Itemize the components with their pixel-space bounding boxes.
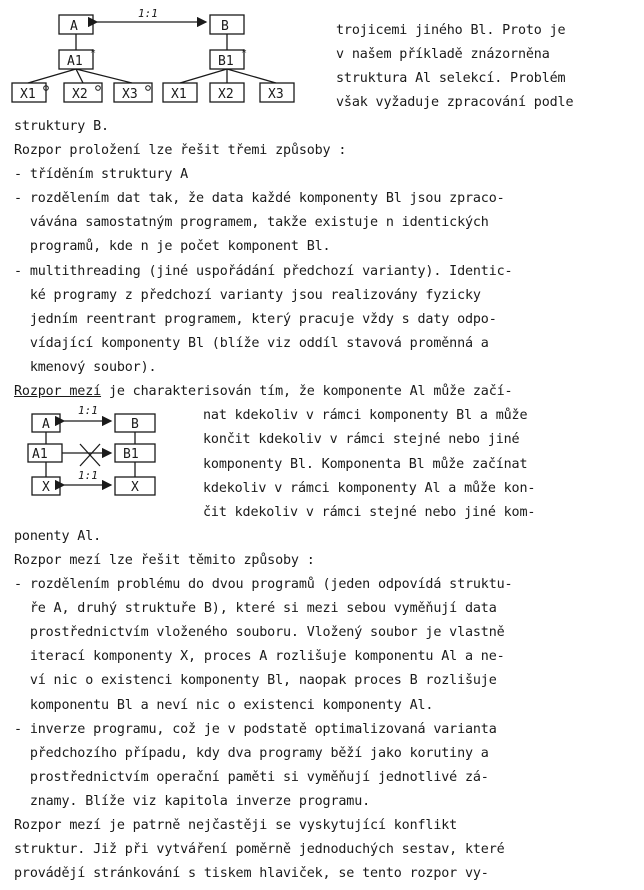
text-line: - rozdělením dat tak, že data každé komponenty Bl jsou zpraco-: [14, 191, 505, 206]
text-line: struktur. Již při vytváření poměrně jednoduchých sestav, které: [14, 842, 505, 857]
text-line: ponenty Al.: [14, 529, 102, 544]
label-ratio-top: 1:1: [78, 404, 98, 417]
label-ratio: 1:1: [138, 7, 158, 20]
text-line: končit kdekoliv v rámci stejné nebo jiné: [203, 432, 520, 447]
text-line: však vyžaduje zpracování podle: [336, 95, 574, 110]
text-line: prostřednictvím vloženého souboru. Vložený soubor je vlastně: [14, 625, 505, 640]
text-line: - rozdělením problému do dvou programů (jeden odpovídá struktu-: [14, 577, 513, 592]
label-a: A: [70, 19, 78, 34]
text-line: komponentu Bl a neví nic o existenci komponenty Al.: [14, 698, 434, 713]
text-line: čit kdekoliv v rámci stejné nebo jiné kom-: [203, 505, 536, 520]
text-line: vídající komponenty Bl (blíže viz oddíl stavová proměnná a: [14, 336, 489, 351]
text-line: jedním reentrant programem, který pracuje vždy s daty odpo-: [14, 312, 497, 327]
label-b: B: [221, 19, 229, 34]
text-line: Rozpor mezí lze řešit těmito způsoby :: [14, 553, 315, 568]
rozpor-mezi-term: Rozpor mezí: [14, 384, 102, 399]
text-line: ře A, druhý struktuře B), které si mezi sebou vyměňují data: [14, 601, 497, 616]
label-a: A: [42, 417, 50, 432]
text-line: ví nic o existenci komponenty Bl, naopak proces B rozlišuje: [14, 673, 497, 688]
label-b: B: [131, 417, 139, 432]
text-line: - inverze programu, což je v podstatě optimalizovaná varianta: [14, 722, 497, 737]
label-b1: B1: [218, 54, 234, 69]
text-line: - tříděním struktury A: [14, 167, 189, 182]
mark-b1: *: [241, 48, 248, 59]
text-line: trojicemi jiného Bl. Proto je: [336, 23, 566, 38]
text-line: vávána samostatným programem, takže existuje n identických: [14, 215, 489, 230]
label-b1: B1: [123, 447, 139, 462]
label-x-left: X: [42, 480, 50, 495]
label-x-right: X: [131, 480, 139, 495]
text-line: Rozpor proložení lze řešit třemi způsoby :: [14, 143, 347, 158]
text-line: prostřednictvím operační paměti si vyměňují jednotlivé zá-: [14, 770, 489, 785]
text-line: předchozího případu, kdy dva programy běží jako korutiny a: [14, 746, 489, 761]
label-x1-left: X1: [20, 87, 36, 102]
text-line: ké programy z předchozí varianty jsou realizovány fyzicky: [14, 288, 481, 303]
mark-a1: *: [90, 48, 97, 59]
text-line: znamy. Blíže viz kapitola inverze programu.: [14, 794, 371, 809]
rozpor-mezi-rest: je charakterisován tím, že komponente Al může začí-: [101, 384, 513, 399]
text-line: programů, kde n je počet komponent Bl.: [14, 239, 331, 254]
label-x3-left: X3: [122, 87, 138, 102]
label-x2-right: X2: [218, 87, 234, 102]
text-line: kmenový soubor).: [14, 360, 157, 375]
text-line: struktury B.: [14, 119, 109, 134]
text-line: v našem příkladě znázorněna: [336, 47, 550, 62]
text-line: iterací komponenty X, proces A rozlišuje komponentu Al a ne-: [14, 649, 505, 664]
label-x3-right: X3: [268, 87, 284, 102]
label-x2-left: X2: [72, 87, 88, 102]
text-line: komponenty Bl. Komponenta Bl může začínat: [203, 457, 528, 472]
text-line: struktura Al selekcí. Problém: [336, 71, 566, 86]
text-line: kdekoliv v rámci komponenty Al a může kon-: [203, 481, 536, 496]
text-line: nat kdekoliv v rámci komponenty Bl a může: [203, 408, 528, 423]
label-a1: A1: [67, 54, 83, 69]
label-a1: A1: [32, 447, 48, 462]
text-line: Rozpor mezí je patrně nejčastěji se vyskytující konflikt: [14, 818, 458, 833]
label-x1-right: X1: [171, 87, 187, 102]
text-line: - multithreading (jiné uspořádání předchozí varianty). Identic-: [14, 264, 513, 279]
label-ratio-bottom: 1:1: [78, 469, 98, 482]
text-line: provádějí stránkování s tiskem hlaviček, se tento rozpor vy-: [14, 866, 489, 881]
